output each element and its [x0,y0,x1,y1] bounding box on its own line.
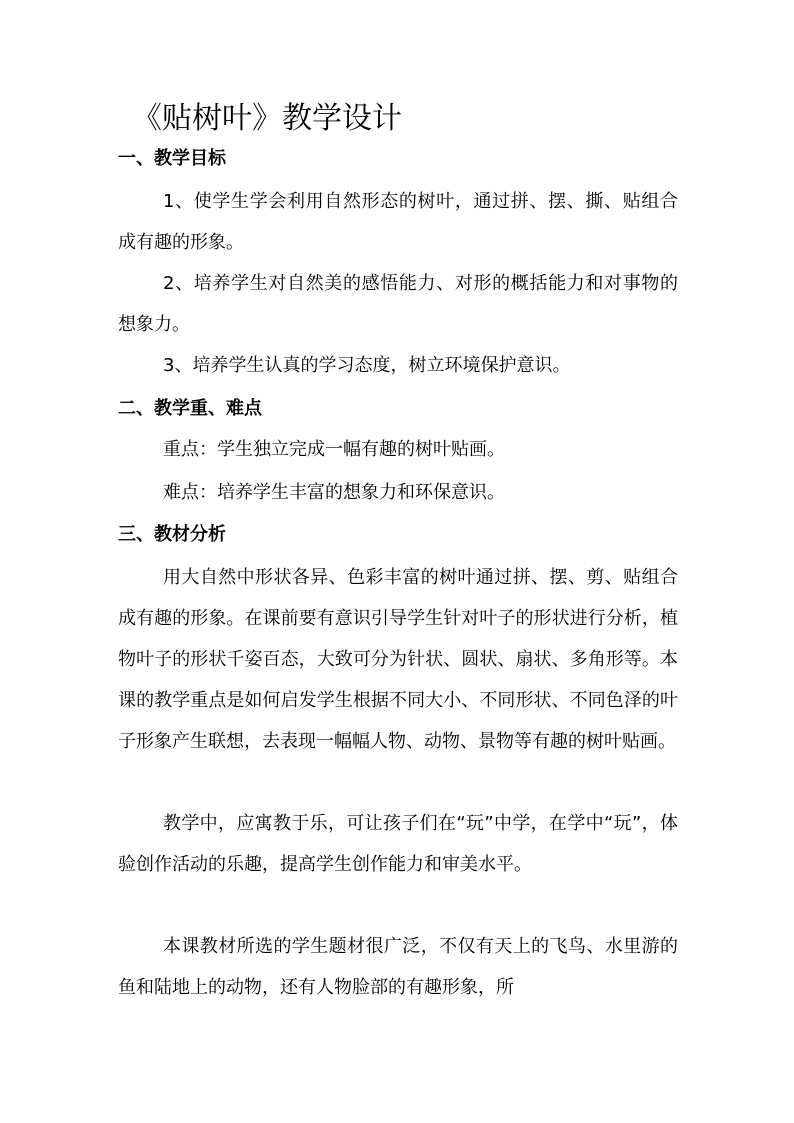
analysis-paragraph-2: 教学中，应寓教于乐，可让孩子们在“玩”中学，在学中“玩”，体验创作活动的乐趣，提高学生创作能力和审美水平。 [118,813,678,875]
section-heading-material-analysis: 三、教材分析 [118,524,226,545]
document-title: 《贴树叶》教学设计 [132,101,402,136]
section-heading-key-points: 二、教学重、难点 [118,398,262,419]
key-point: 重点：学生独立完成一幅有趣的树叶贴画。 [163,439,505,460]
objective-1: 1、使学生学会利用自然形态的树叶，通过拼、摆、撕、贴组合成有趣的形象。 [118,191,678,253]
objective-2: 2、培养学生对自然美的感悟能力、对形的概括能力和对事物的想象力。 [118,273,678,335]
objective-3: 3、培养学生认真的学习态度，树立环境保护意识。 [163,355,571,376]
analysis-paragraph-3: 本课教材所选的学生题材很广泛，不仅有天上的飞鸟、水里游的鱼和陆地上的动物，还有人物脸部的有趣形象，所 [118,936,678,998]
difficult-point: 难点：培养学生丰富的想象力和环保意识。 [163,482,505,503]
analysis-paragraph-1: 用大自然中形状各异、色彩丰富的树叶通过拼、摆、剪、贴组合成有趣的形象。在课前要有意识引导学生针对叶子的形状进行分析，植物叶子的形状千姿百态，大致可分为针状、圆状、扇状、多角形等。本课的教学重点是如何启发学生根据不同大小、不同形状、不同色泽的叶子形象产生联想，去表现一幅幅人物、动物、景物等有趣的树叶贴画。 [118,567,678,752]
section-heading-objectives: 一、教学目标 [118,148,226,169]
